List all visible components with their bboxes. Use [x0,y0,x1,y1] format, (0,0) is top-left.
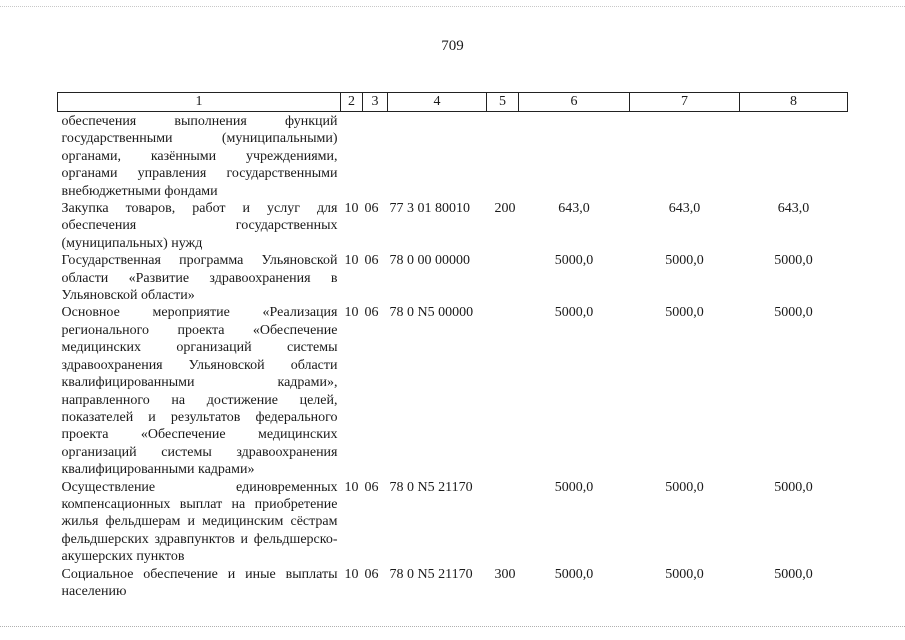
table-row [58,566,848,601]
table-row [58,304,848,478]
row-section: 10 [344,479,359,495]
row-amount-col6: 5000,0 [554,305,594,321]
row-name: Социальное обеспечение и иные выплаты населению [61,566,338,599]
row-amount-col6: 643,0 [558,201,590,217]
page-number: 709 [441,38,464,54]
col-header-3: 3 [363,93,388,112]
budget-table [57,92,848,600]
row-subsection: 06 [364,479,379,495]
row-amount-col8: 5000,0 [774,253,813,269]
row-section [341,112,363,201]
table-row [58,112,848,201]
col-header-4: 4 [388,93,487,112]
row-target-code: 78 0 N5 21170 [389,566,473,582]
row-section: 10 [344,305,359,321]
row-amount-col6 [519,112,630,201]
row-expense-type [487,112,519,201]
row-target-code: 77 3 01 80010 [389,201,470,217]
row-name: Основное мероприятие «Реализация регионального проекта «Обеспечение медицинских организаций системы здравоохранения Ульяновской области квалифицированными кадрами», направленного на достижение целей, показателей и результатов федерального проекта «Обеспечение медицинских организаций системы здравоохранения квалифицированными кадрами» [61,305,338,478]
row-amount-col7: 5000,0 [665,305,704,321]
row-name: Государственная программа Ульяновской области «Развитие здравоохранения в Ульяновской области» [61,253,338,304]
col-header-8: 8 [740,93,848,112]
row-subsection: 06 [364,253,379,269]
row-expense-type [487,252,519,304]
row-section: 10 [344,566,359,582]
table-row [58,252,848,304]
row-amount-col7 [630,112,740,201]
row-amount-col8: 5000,0 [774,305,813,321]
row-expense-type: 300 [494,566,516,582]
row-section: 10 [344,253,359,269]
col-header-7: 7 [630,93,740,112]
table-row [58,479,848,566]
col-header-1: 1 [58,93,341,112]
row-amount-col6: 5000,0 [554,479,594,495]
row-amount-col6: 5000,0 [554,566,594,582]
row-target-code: 78 0 N5 00000 [389,305,474,321]
row-target-code: 78 0 N5 21170 [389,479,473,495]
row-amount-col6: 5000,0 [554,253,594,269]
row-name: обеспечения выполнения функций государственными (муниципальными) органами, казёнными учреждениями, органами управления государственными внебюджетными фондами [61,114,338,199]
row-expense-type [487,479,519,566]
row-subsection: 06 [364,201,379,217]
table-row [58,200,848,252]
row-expense-type [487,304,519,478]
row-subsection: 06 [364,566,379,582]
row-expense-type: 200 [494,201,516,217]
row-amount-col7: 5000,0 [665,479,704,495]
row-amount-col8: 5000,0 [774,566,813,582]
col-header-5: 5 [487,93,519,112]
scan-edge-top [0,6,905,7]
row-subsection: 06 [364,305,379,321]
row-amount-col8: 5000,0 [774,479,813,495]
row-target-code: 78 0 00 00000 [389,253,470,269]
row-section: 10 [344,201,359,217]
row-amount-col8: 643,0 [777,201,810,217]
row-amount-col8 [740,112,848,201]
scan-edge-bottom [0,626,905,627]
header-row [58,93,848,112]
row-subsection [363,112,388,201]
row-amount-col7: 643,0 [668,201,701,217]
col-header-2: 2 [341,93,363,112]
row-name: Осуществление единовременных компенсационных выплат на приобретение жилья фельдшерам и медицинским сёстрам фельдшерских здравпунктов и фельдшерско-акушерских пунктов [61,479,338,565]
row-amount-col7: 5000,0 [665,253,704,269]
row-amount-col7: 5000,0 [665,566,704,582]
row-name: Закупка товаров, работ и услуг для обеспечения государственных (муниципальных) нужд [61,201,338,251]
row-target-code [388,112,487,201]
col-header-6: 6 [519,93,630,112]
